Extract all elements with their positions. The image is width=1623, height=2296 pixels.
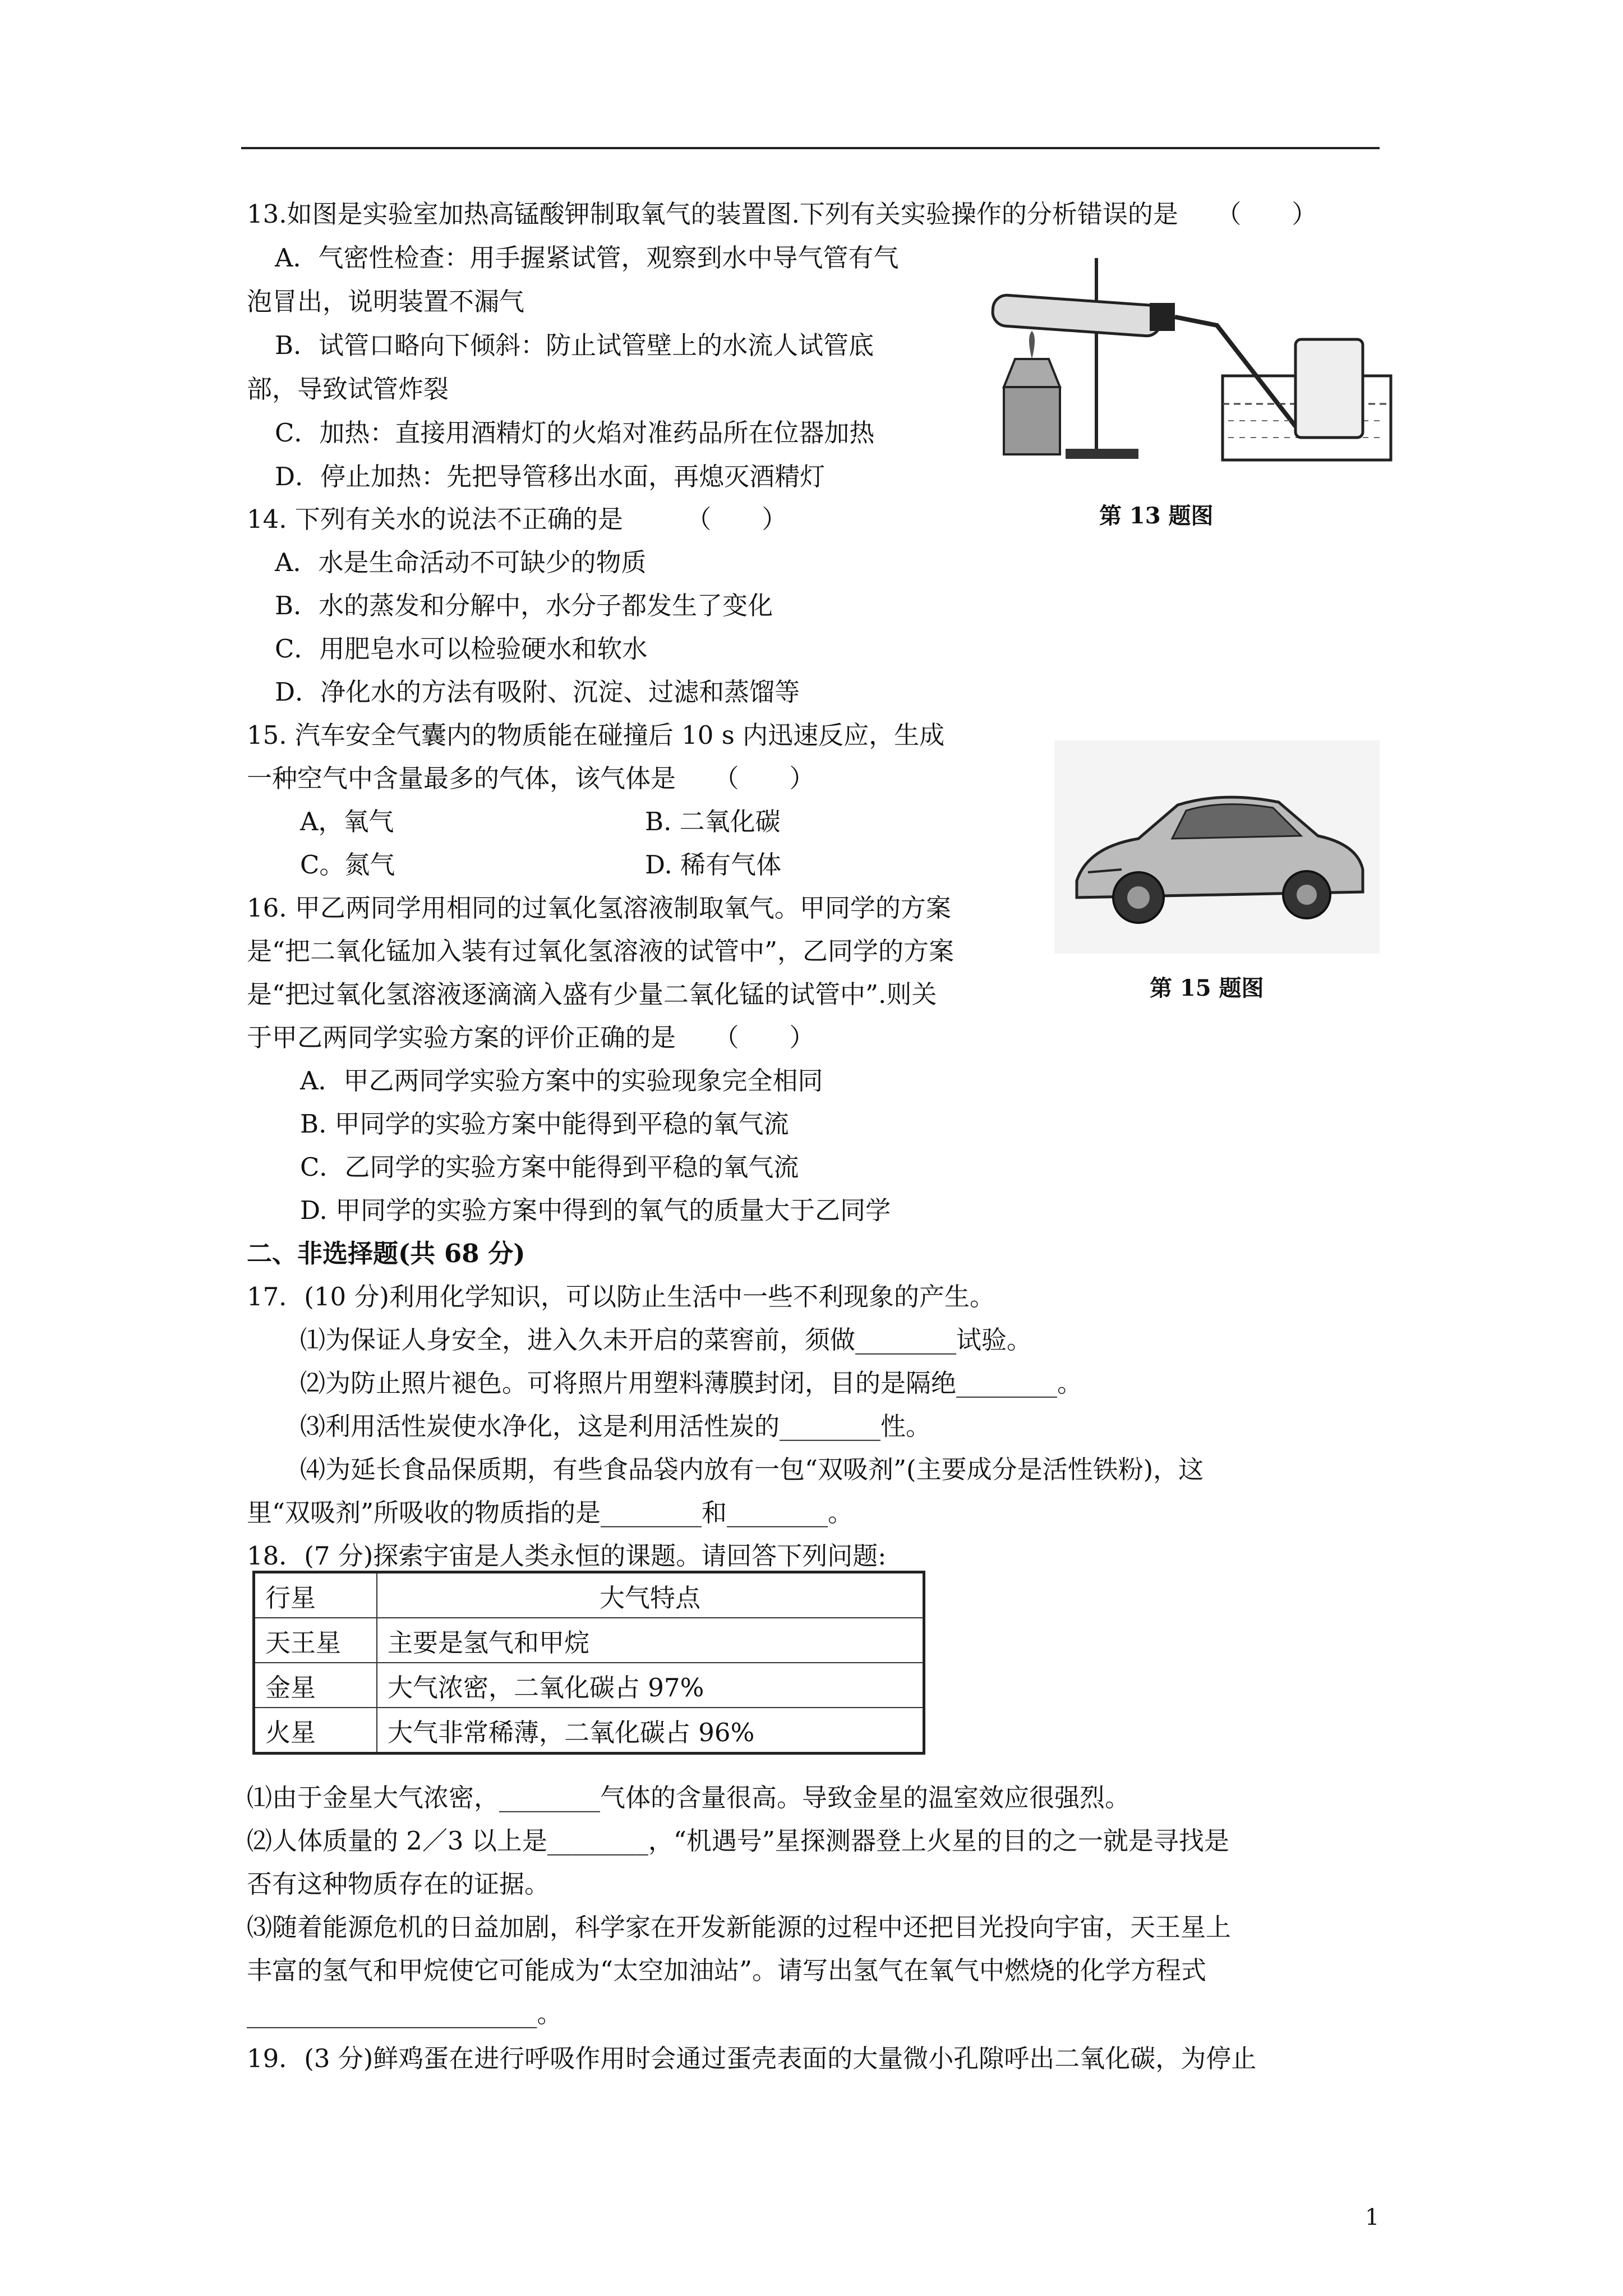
q13-figure-caption: 第 13 题图: [1099, 503, 1214, 529]
q14-option-d: D．净化水的方法有吸附、沉淀、过滤和蒸馏等: [275, 677, 800, 707]
section-two-title: 二、非选择题(共 68 分): [247, 1239, 525, 1268]
q14-stem: 14. 下列有关水的说法不正确的是 （ ）: [247, 504, 787, 534]
q15-stem-line1: 15. 汽车安全气囊内的物质能在碰撞后 10 s 内迅速反应，生成: [247, 720, 945, 750]
q16-option-a: A．甲乙两同学实验方案中的实验现象完全相同: [300, 1066, 823, 1096]
table-header-row: [254, 1572, 924, 1618]
q13-option-a-line1: A．气密性检查：用手握紧试管，观察到水中导气管有气: [275, 243, 899, 273]
q18-part2-line2: 否有这种物质存在的证据。: [247, 1869, 550, 1899]
table-cell: 大气非常稀薄，二氧化碳占 96%: [377, 1708, 924, 1754]
table-cell: 主要是氢气和甲烷: [377, 1618, 924, 1663]
q14-option-a: A．水是生命活动不可缺少的物质: [275, 547, 647, 577]
q18-part2-line1: ⑵人体质量的 2／3 以上是________，“机遇号”星探测器登上火星的目的之一就是寻找是: [247, 1826, 1229, 1856]
q17-part2: ⑵为防止照片褪色。可将照片用塑料薄膜封闭，目的是隔绝________。: [300, 1368, 1083, 1398]
q16-stem-line2: 是“把二氧化锰加入装有过氧化氢溶液的试管中”，乙同学的方案: [247, 936, 955, 966]
oxygen-apparatus-figure: [981, 247, 1396, 471]
page-number: 1: [1365, 2205, 1380, 2230]
q13-option-d: D．停止加热：先把导管移出水面，再熄灭酒精灯: [275, 462, 826, 491]
q16-option-b: B. 甲同学的实验方案中能得到平稳的氧气流: [300, 1109, 789, 1139]
q17-part3: ⑶利用活性炭使水净化，这是利用活性炭的________性。: [300, 1411, 932, 1441]
q18-part3-line3: _______________________。: [247, 1999, 562, 2028]
q17-part4-line1: ⑷为延长食品保质期，有些食品袋内放有一包“双吸剂”(主要成分是活性铁粉)，这: [300, 1455, 1204, 1484]
q16-stem-line4: 于甲乙两同学实验方案的评价正确的是 （ ）: [247, 1023, 815, 1052]
q13-option-c: C．加热：直接用酒精灯的火焰对准药品所在位器加热: [275, 418, 875, 448]
q14-option-b: B．水的蒸发和分解中，水分子都发生了变化: [275, 591, 773, 620]
table-cell: 大气浓密，二氧化碳占 97%: [377, 1663, 924, 1708]
table-row: [254, 1708, 924, 1754]
table-row: [254, 1663, 924, 1708]
planet-atmosphere-table: [252, 1571, 925, 1755]
q15-option-c: C。氮气: [300, 850, 395, 880]
q13-option-b-line2: 部，导致试管炸裂: [247, 374, 449, 404]
q17-stem: 17．(10 分)利用化学知识，可以防止生活中一些不利现象的产生。: [247, 1282, 995, 1312]
q15-stem-line2: 一种空气中含量最多的气体，该气体是 （ ）: [247, 763, 815, 793]
q16-option-d: D. 甲同学的实验方案中得到的氧气的质量大于乙同学: [300, 1195, 891, 1225]
q15-option-d: D. 稀有气体: [645, 850, 782, 880]
table-cell: 金星: [254, 1663, 377, 1708]
table-header-cell: 大气特点: [377, 1572, 924, 1618]
q18-part3-line2: 丰富的氢气和甲烷使它可能成为“太空加油站”。请写出氢气在氧气中燃烧的化学方程式: [247, 1955, 1207, 1985]
q15-option-b: B. 二氧化碳: [645, 807, 781, 836]
q17-part4-line2: 里“双吸剂”所吸收的物质指的是________和________。: [247, 1498, 854, 1527]
q13-option-b-line1: B．试管口略向下倾斜：防止试管壁上的水流人试管底: [275, 330, 874, 360]
q15-option-a: A，氧气: [300, 807, 394, 836]
q16-stem-line1: 16. 甲乙两同学用相同的过氧化氢溶液制取氧气。甲同学的方案: [247, 893, 951, 923]
q18-part1: ⑴由于金星大气浓密，________气体的含量很高。导致金星的温室效应很强烈。: [247, 1783, 1131, 1812]
q16-option-c: C．乙同学的实验方案中能得到平稳的氧气流: [300, 1152, 799, 1182]
q16-stem-line3: 是“把过氧化氢溶液逐滴滴入盛有少量二氧化锰的试管中”.则关: [247, 979, 937, 1009]
q19-stem: 19．(3 分)鲜鸡蛋在进行呼吸作用时会通过蛋壳表面的大量微小孔隙呼出二氧化碳，为停止: [247, 2044, 1257, 2073]
q13-option-a-line2: 泡冒出，说明装置不漏气: [247, 287, 525, 316]
table-row: [254, 1618, 924, 1663]
q18-part3-line1: ⑶随着能源危机的日益加剧，科学家在开发新能源的过程中还把目光投向宇宙，天王星上: [247, 1912, 1232, 1942]
table-header-cell: 行星: [254, 1572, 377, 1618]
table-cell: 火星: [254, 1708, 377, 1754]
q14-option-c: C．用肥皂水可以检验硬水和软水: [275, 634, 648, 664]
header-rule: [241, 147, 1380, 149]
q18-stem: 18．(7 分)探索宇宙是人类永恒的课题。请回答下列问题:: [247, 1541, 887, 1571]
q15-figure-caption: 第 15 题图: [1150, 975, 1264, 1001]
q13-stem: 13.如图是实验室加热高锰酸钾制取氧气的装置图.下列有关实验操作的分析错误的是 （ ）: [247, 199, 1317, 229]
table-cell: 天王星: [254, 1618, 377, 1663]
q17-part1: ⑴为保证人身安全，进入久未开启的菜窖前，须做________试验。: [300, 1325, 1032, 1355]
car-figure: [1054, 740, 1380, 954]
